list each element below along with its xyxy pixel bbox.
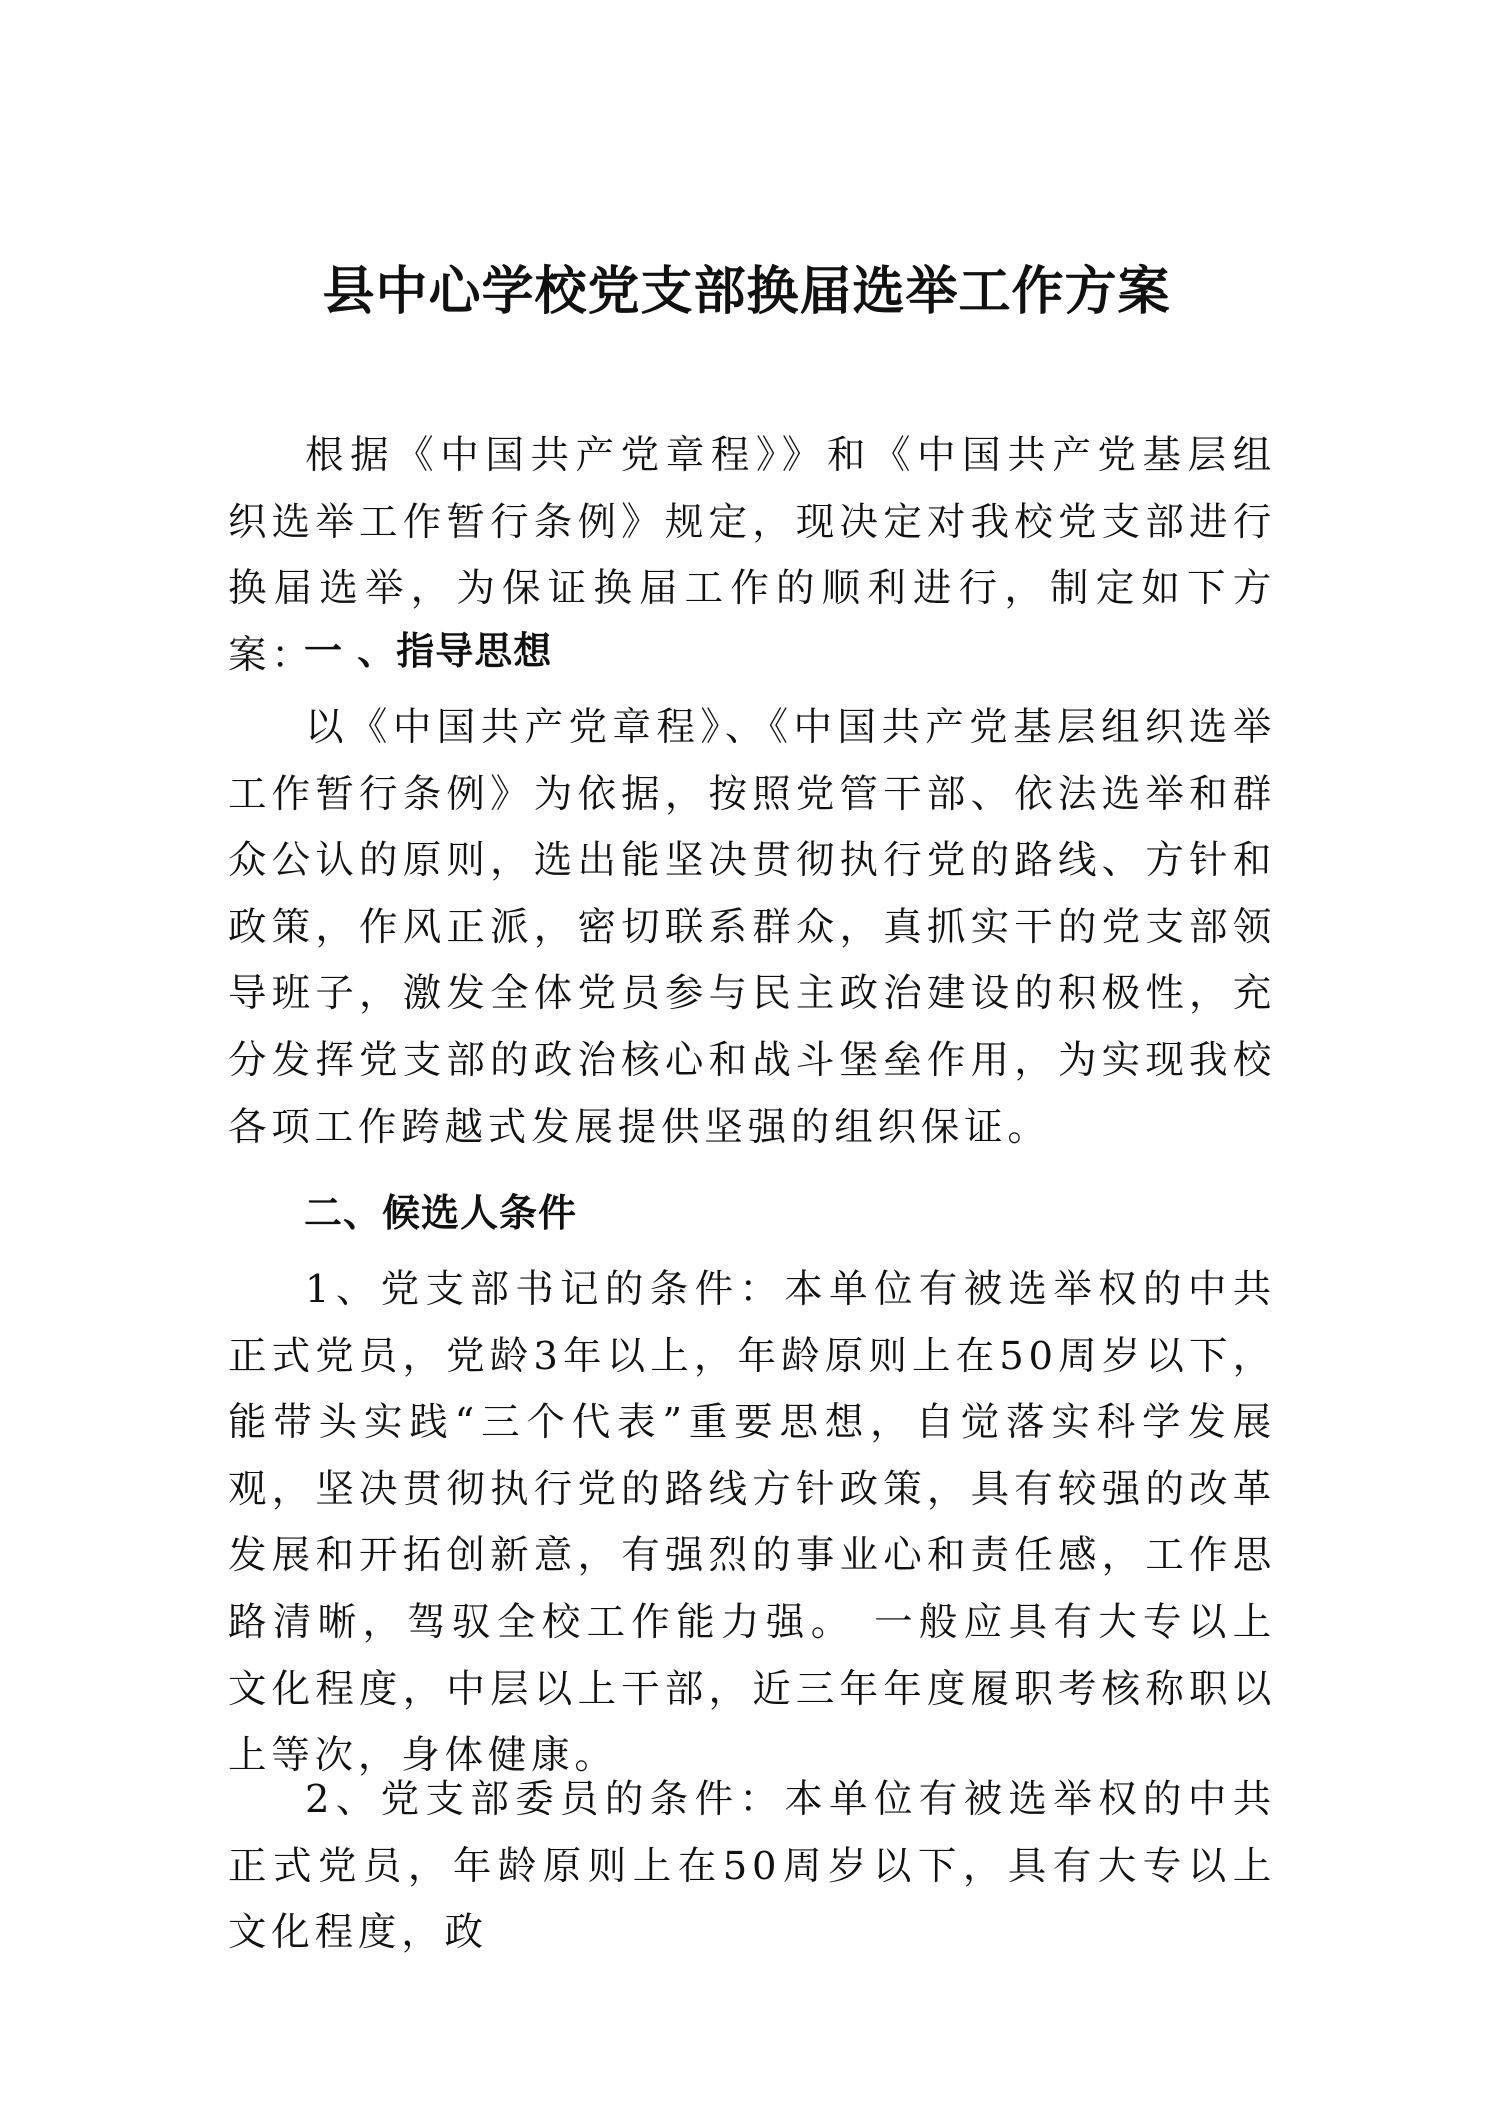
secretary-conditions-paragraph: 1、党支部书记的条件：本单位有被选举权的中共正式党员，党龄3年以上，年龄原则上在50周岁以下，能带头实践“三个代表”重要思想，自觉落实科学发展观，坚决贯彻执行党的路线方针政策，具有较强的改革发展和开拓创新意，有强烈的事业心和责任感，工作思路清晰，驾驭全校工作能力强。 一般应具有大专以上文化程度，中层以上干部，近三年年度履职考核称职以上等次，身体健康。 [228, 1267, 1276, 1779]
guiding-ideology-paragraph: 以《中国共产党章程》、《中国共产党基层组织选举工作暂行条例》为依据，按照党管干部、依法选举和群众公认的原则，选出能坚决贯彻执行党的路线、方针和政策，作风正派，密切联系群众，真抓实干的党支部领导班子，激发全体党员参与民主政治建设的积极性，充分发挥党支部的政治核心和战斗堡垒作用，为实现我校各项工作跨越式发展提供坚强的组织保证。 [228, 705, 1276, 1150]
intro-paragraph: 根据《中国共产党章程》》和《中国共产党基层组织选举工作暂行条例》规定，现决定对我校党支部进行换届选举，为保证换届工作的顺利进行，制定如下方案： [228, 433, 1276, 678]
section-heading-guiding-ideology: 一 、指导思想 [304, 629, 553, 673]
document-title: 县中心学校党支部换届选举工作方案 [322, 262, 1171, 322]
section-heading-candidate-conditions: 二、候选人条件 [304, 1191, 578, 1235]
committee-member-conditions-paragraph: 2、党支部委员的条件：本单位有被选举权的中共正式党员，年龄原则上在50周岁以下，具有大专以上文化程度，政 [228, 1777, 1276, 1956]
